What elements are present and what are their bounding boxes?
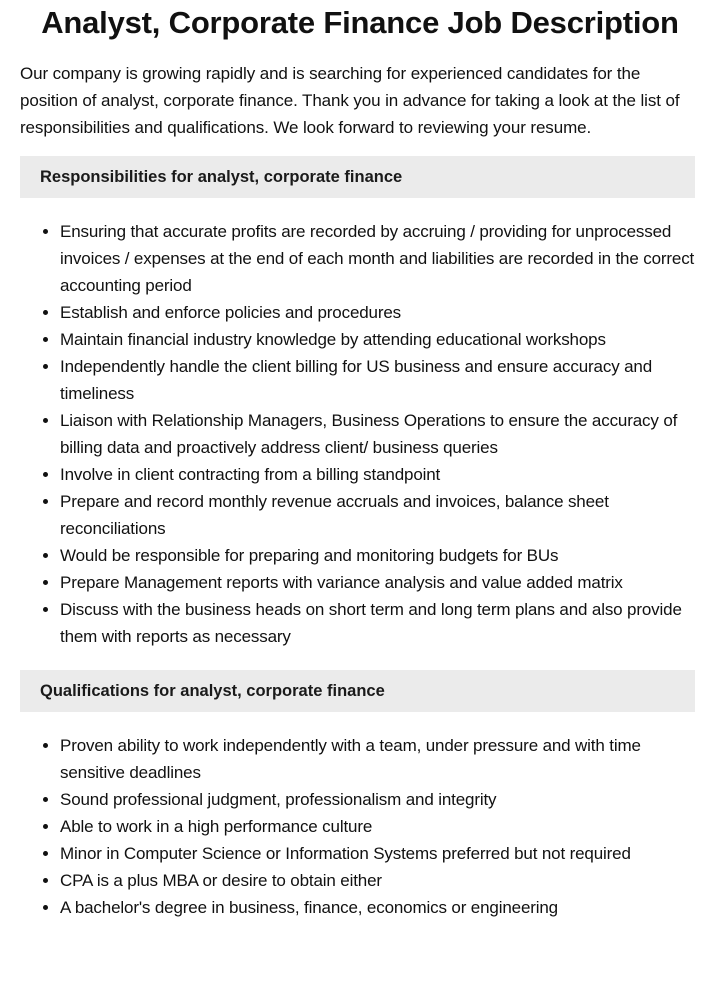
list-item: • Maintain financial industry knowledge by attending educational workshops bbox=[60, 326, 700, 353]
responsibilities-heading: Responsibilities for analyst, corporate finance bbox=[20, 156, 695, 198]
page-title: Analyst, Corporate Finance Job Description bbox=[41, 5, 679, 40]
list-item: • Would be responsible for preparing and monitoring budgets for BUs bbox=[60, 542, 700, 569]
list-item: • A bachelor's degree in business, finance, economics or engineering bbox=[60, 894, 700, 921]
list-item: • Proven ability to work independently with a team, under pressure and with time sensitive deadlines bbox=[60, 732, 700, 786]
list-item: • Able to work in a high performance culture bbox=[60, 813, 700, 840]
list-item: • Ensuring that accurate profits are recorded by accruing / providing for unprocessed invoices / expenses at the end of each month and liabilities are recorded in the correct accounting period bbox=[60, 218, 700, 299]
qualifications-heading: Qualifications for analyst, corporate finance bbox=[20, 670, 695, 712]
list-item: • Prepare and record monthly revenue accruals and invoices, balance sheet reconciliations bbox=[60, 488, 700, 542]
list-item: • Sound professional judgment, professionalism and integrity bbox=[60, 786, 700, 813]
list-item: • Prepare Management reports with variance analysis and value added matrix bbox=[60, 569, 700, 596]
list-item: • Involve in client contracting from a billing standpoint bbox=[60, 461, 700, 488]
list-item: • Establish and enforce policies and procedures bbox=[60, 299, 700, 326]
responsibilities-list bbox=[20, 218, 700, 650]
list-item: • Liaison with Relationship Managers, Business Operations to ensure the accuracy of billing data and proactively address client/ business queries bbox=[60, 407, 700, 461]
list-item: • Discuss with the business heads on short term and long term plans and also provide them with reports as necessary bbox=[60, 596, 700, 650]
list-item: • CPA is a plus MBA or desire to obtain either bbox=[60, 867, 700, 894]
list-item: • Independently handle the client billing for US business and ensure accuracy and timeliness bbox=[60, 353, 700, 407]
intro-paragraph: Our company is growing rapidly and is searching for experienced candidates for the position of analyst, corporate finance. Thank you in advance for taking a look at the list of responsibilities and qualifications. We look forward to reviewing your resume. bbox=[20, 64, 680, 137]
qualifications-list bbox=[20, 732, 700, 921]
list-item: • Minor in Computer Science or Information Systems preferred but not required bbox=[60, 840, 700, 867]
